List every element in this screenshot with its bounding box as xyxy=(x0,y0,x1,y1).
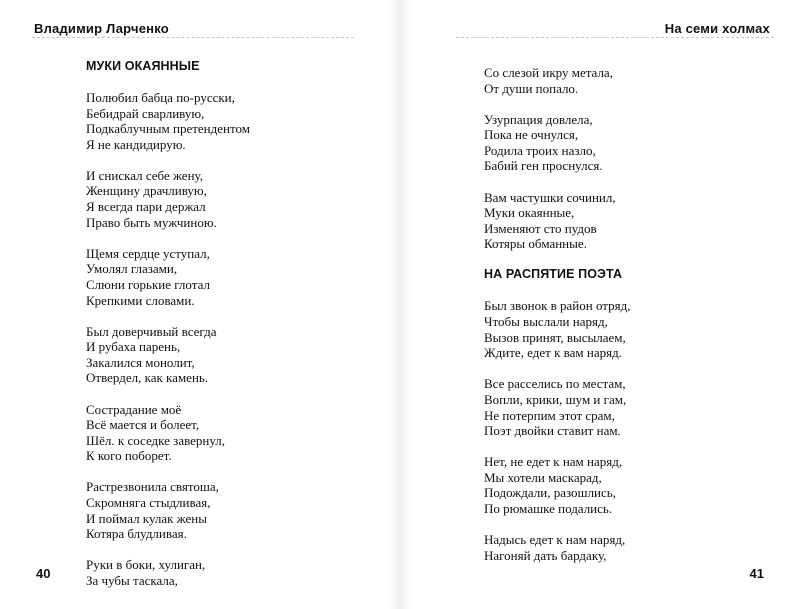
stanza xyxy=(86,246,376,308)
poem-line: Я не кандидирую. xyxy=(86,136,186,152)
poem-line: Пока не очнулся, xyxy=(484,127,579,143)
poem-line: Изменяют сто пудов xyxy=(484,220,597,236)
poem-line: За чубы таскала, xyxy=(86,572,178,588)
poem-line: Шёл. к соседке завернул, xyxy=(86,432,226,448)
poem-line: Вызов принят, высылаем, xyxy=(484,329,626,345)
running-head-book-title: На семи холмах xyxy=(664,21,770,36)
right-page xyxy=(400,0,800,609)
poem-line: Нет, не едет к нам наряд, xyxy=(484,454,623,470)
header-rule xyxy=(32,37,354,38)
header-rule xyxy=(456,37,774,38)
stanza xyxy=(86,479,376,541)
poem-line: По рюмашке подались. xyxy=(484,500,613,516)
poem-line: Бебидрай сварливую, xyxy=(86,105,205,121)
poem-line: Вопли, крики, шум и гам, xyxy=(484,391,627,407)
running-head-author: Владимир Ларченко xyxy=(34,21,169,36)
poem-line: Был звонок в район отряд, xyxy=(484,298,631,314)
poem-line: Ждите, едет к вам наряд. xyxy=(484,345,622,361)
poem-line: Я всегда пари держал xyxy=(86,199,206,215)
poem-line: Все расселись по местам, xyxy=(484,376,626,392)
poem-line: К кого поборет. xyxy=(86,448,172,464)
poem-line: Надысь едет к нам наряд, xyxy=(484,532,626,548)
right-page-text xyxy=(484,65,774,579)
poem-line: Нагоняй дать бардаку, xyxy=(484,547,607,563)
poem-line: Скромняга стыдливая, xyxy=(86,494,211,510)
poem-line: И поймал кулак жены xyxy=(86,510,207,526)
poem-line: И рубаха парень, xyxy=(86,339,181,355)
poem-line: Крепкими словами. xyxy=(86,292,195,308)
stanza xyxy=(86,168,376,230)
poem-line: Со слезой икру метала, xyxy=(484,65,613,80)
poem-line: Чтобы выслали наряд, xyxy=(484,314,608,330)
stanza xyxy=(484,112,774,174)
poem-line: Котяра блудливая. xyxy=(86,526,187,542)
poem-title: НА РАСПЯТИЕ ПОЭТА xyxy=(484,267,623,282)
poem-line: Сострадание моё xyxy=(86,401,182,417)
stanza xyxy=(484,190,774,252)
poem-title: МУКИ ОКАЯННЫЕ xyxy=(86,59,200,73)
stanza xyxy=(86,324,376,386)
stanza xyxy=(484,454,774,516)
poem-line: Щемя сердце уступал, xyxy=(86,245,210,261)
poem-line: Слюни горькие глотал xyxy=(86,276,210,292)
poem-line: Вам частушки сочинил, xyxy=(484,189,616,205)
poem-line: Полюбил бабца по-русски, xyxy=(86,90,235,105)
stanza xyxy=(484,298,774,360)
poem-line: Женщину драчливую, xyxy=(86,183,207,199)
poem-line: Родила троих назло, xyxy=(484,142,596,158)
stanza xyxy=(86,90,376,152)
poem-muki-okayannye xyxy=(86,59,376,604)
poem-line: Растрезвонила святоша, xyxy=(86,479,219,495)
poem-line: Умолял глазами, xyxy=(86,261,178,277)
poem-line: Котяры обманные. xyxy=(484,236,587,252)
stanza xyxy=(484,532,774,563)
poem-line: Не потерпим этот срам, xyxy=(484,407,615,423)
poem-line: Руки в боки, хулиган, xyxy=(86,557,206,573)
poem-line: И снискал себе жену, xyxy=(86,167,203,183)
poem-line: Всё мается и болеет, xyxy=(86,417,200,433)
stanza xyxy=(484,376,774,438)
poem-line: Поэт двойки ставит нам. xyxy=(484,423,621,439)
page-number: 40 xyxy=(36,566,51,581)
page-number: 41 xyxy=(749,566,764,581)
poem-line: Подождали, разошлись, xyxy=(484,485,616,501)
poem-line: Узурпация довлела, xyxy=(484,111,593,127)
poem-line: Муки окаянные, xyxy=(484,205,575,221)
poem-line: Мы хотели маскарад, xyxy=(484,469,602,485)
poem-line: От души попало. xyxy=(484,80,579,96)
poem-line: Был доверчивый всегда xyxy=(86,323,217,339)
poem-line: Право быть мужчиною. xyxy=(86,214,217,230)
poem-line: Закалился монолит, xyxy=(86,354,195,370)
stanza xyxy=(86,402,376,464)
poem-line: Подкаблучным претендентом xyxy=(86,121,250,137)
stanza xyxy=(86,557,376,588)
poem-line: Отвердел, как камень. xyxy=(86,370,209,386)
stanza xyxy=(484,65,774,96)
poem-line: Бабий ген проснулся. xyxy=(484,158,603,174)
